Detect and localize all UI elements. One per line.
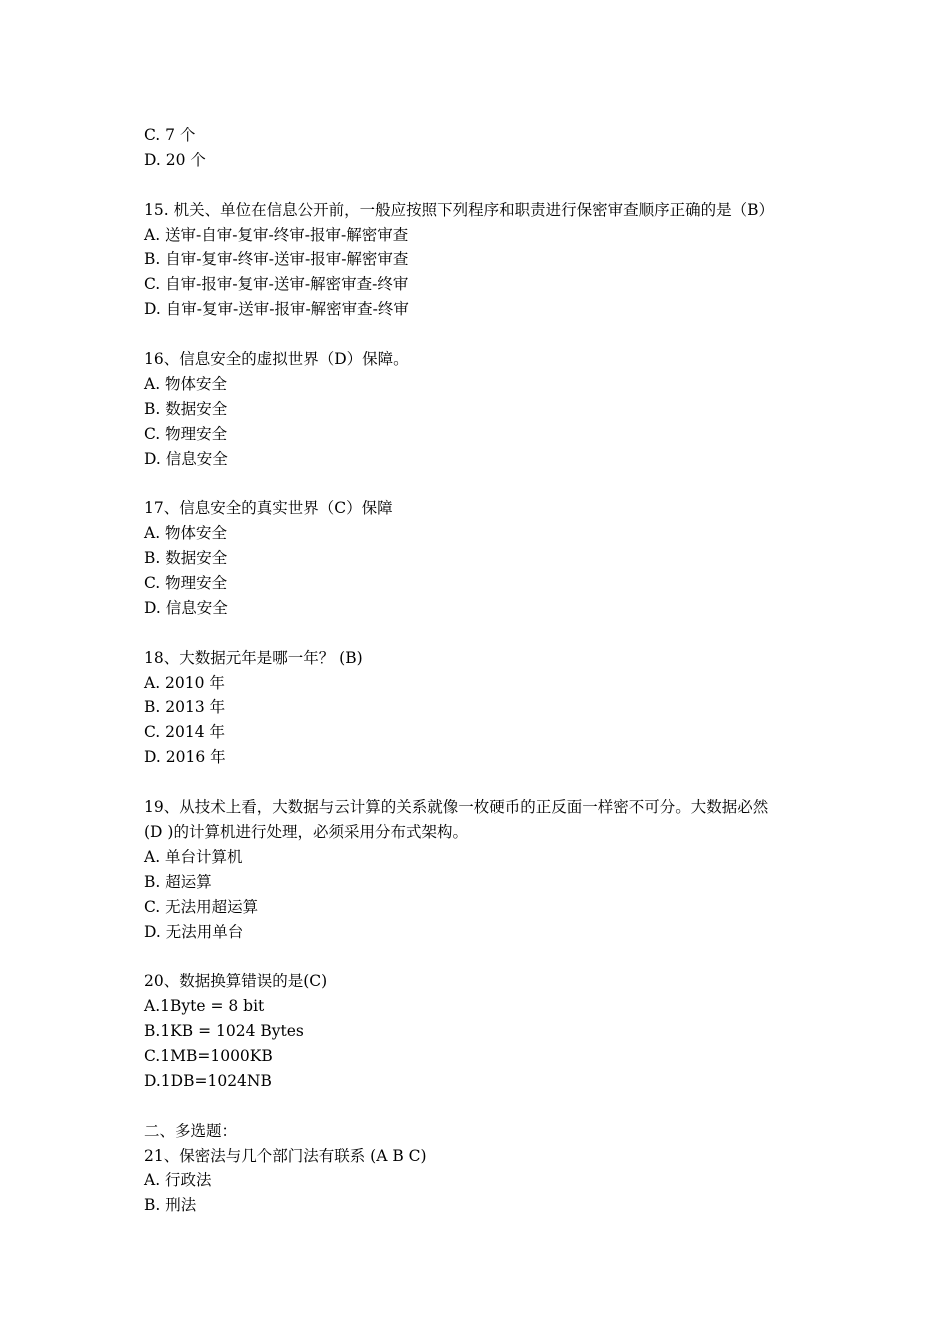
question-16: 16、信息安全的虚拟世界（D）保障。	[144, 350, 409, 369]
option-line: C. 自审-报审-复审-送审-解密审查-终审	[144, 275, 409, 294]
blank-line	[144, 944, 824, 969]
question-21: 21、保密法与几个部门法有联系 (A B C)	[144, 1146, 427, 1165]
option-line: D. 无法用单台	[144, 922, 244, 941]
blank-line	[144, 322, 824, 347]
blank-line	[144, 471, 824, 496]
section-heading: 二、多选题：	[144, 1121, 238, 1140]
option-line: B. 超运算	[144, 872, 212, 891]
option-line: D. 2016 年	[144, 748, 226, 767]
option-line: C. 2014 年	[144, 723, 226, 742]
option-line: D. 信息安全	[144, 598, 228, 617]
question-18: 18、大数据元年是哪一年？ (B)	[144, 648, 363, 667]
option-line: D. 信息安全	[144, 449, 228, 468]
question-15: 15. 机关、单位在信息公开前，一般应按照下列程序和职责进行保密审查顺序正确的是（B）	[144, 200, 774, 219]
blank-line	[144, 770, 824, 795]
question-19-continued: (D )的计算机进行处理，必须采用分布式架构。	[144, 822, 468, 841]
option-line: D.1DB=1024NB	[144, 1071, 272, 1090]
option-line: B. 数据安全	[144, 399, 228, 418]
option-line: A. 送审-自审-复审-终审-报审-解密审查	[144, 225, 409, 244]
option-line: C. 物理安全	[144, 574, 228, 593]
option-line: C. 7 个	[144, 126, 196, 144]
option-line: A. 行政法	[144, 1171, 212, 1190]
option-line: A. 物体安全	[144, 524, 228, 543]
option-line: C. 物理安全	[144, 424, 228, 443]
question-17: 17、信息安全的真实世界（C）保障	[144, 499, 393, 518]
document-body	[144, 123, 824, 1218]
option-line: B.1KB = 1024 Bytes	[144, 1022, 304, 1041]
blank-line	[144, 173, 824, 198]
option-line: B. 2013 年	[144, 698, 226, 717]
blank-line	[144, 621, 824, 646]
option-line: A. 单台计算机	[144, 847, 243, 866]
option-line: D. 20 个	[144, 150, 206, 169]
option-line: C. 无法用超运算	[144, 897, 259, 916]
blank-line	[144, 1094, 824, 1119]
option-line: B. 自审-复审-终审-送审-报审-解密审查	[144, 250, 409, 269]
option-line: B. 数据安全	[144, 549, 228, 568]
option-line: D. 自审-复审-送审-报审-解密审查-终审	[144, 300, 409, 319]
question-19: 19、从技术上看，大数据与云计算的关系就像一枚硬币的正反面一样密不可分。大数据必然	[144, 798, 769, 817]
option-line: B. 刑法	[144, 1196, 197, 1215]
option-line: A. 2010 年	[144, 673, 225, 692]
option-line: C.1MB=1000KB	[144, 1046, 273, 1065]
option-line: A.1Byte = 8 bit	[144, 997, 265, 1016]
option-line: A. 物体安全	[144, 374, 228, 393]
question-20: 20、数据换算错误的是(C)	[144, 972, 328, 991]
